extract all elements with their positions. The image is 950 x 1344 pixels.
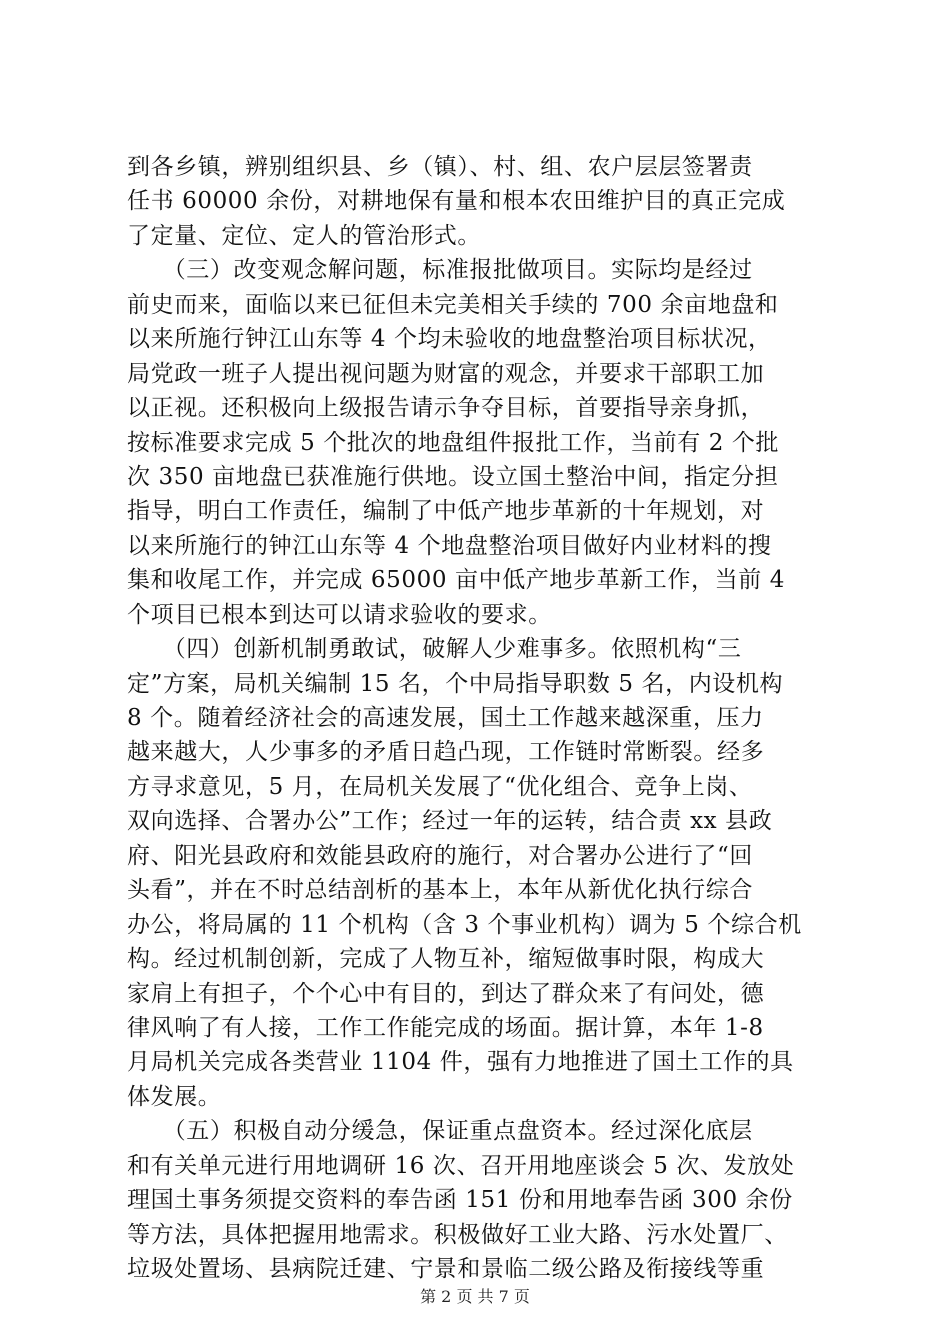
text-line: 到各乡镇，辨别组织县、乡（镇）、村、组、农户层层签署责 bbox=[127, 154, 753, 180]
text-line: 府、阳光县政府和效能县政府的施行，对合署办公进行了“回 bbox=[127, 842, 753, 869]
text-line: 集和收尾工作，并完成 65000 亩中低产地步革新工作，当前 4 bbox=[127, 567, 785, 594]
text-line: （四）创新机制勇敢试，破解人少难事多。依照机构“三 bbox=[127, 636, 742, 663]
text-line: 律风响了有人接，工作工作能完成的场面。据计算，本年 1-8 bbox=[127, 1014, 764, 1041]
text-line: 理国土事务须提交资料的奉告函 151 份和用地奉告函 300 余份 bbox=[127, 1187, 793, 1214]
text-line: 以来所施行的钟江山东等 4 个地盘整治项目做好内业材料的搜 bbox=[127, 532, 772, 559]
text-line: 以正视。还积极向上级报告请示争夺目标，首要指导亲身抓， bbox=[127, 395, 765, 422]
text-line: 局党政一班子人提出视问题为财富的观念，并要求干部职工加 bbox=[127, 360, 765, 387]
text-line: 8 个。随着经济社会的高速发展，国土工作越来越深重，压力 bbox=[127, 705, 764, 731]
body-text bbox=[127, 150, 833, 1286]
text-line: 以来所施行钟江山东等 4 个均未验收的地盘整治项目标状况， bbox=[127, 326, 772, 353]
text-line: 双向选择、合署办公”工作；经过一年的运转，结合责 xx 县政 bbox=[127, 808, 773, 835]
text-line: 次 350 亩地盘已获准施行供地。设立国土整治中间，指定分担 bbox=[127, 463, 779, 490]
text-line: 按标准要求完成 5 个批次的地盘组件报批工作，当前有 2 个批 bbox=[127, 429, 780, 456]
text-line: 月局机关完成各类营业 1104 件，强有力地推进了国土工作的具 bbox=[127, 1049, 794, 1076]
text-line: （五）积极自动分缓急，保证重点盘资本。经过深化底层 bbox=[127, 1118, 753, 1145]
text-line: 任书 60000 余份，对耕地保有量和根本农田维护目的真正完成 bbox=[127, 188, 786, 215]
page-footer: 第 2 页 共 7 页 bbox=[420, 1287, 530, 1306]
text-line: 和有关单元进行用地调研 16 次、召开用地座谈会 5 次、发放处 bbox=[127, 1152, 795, 1179]
text-line: 指导，明白工作责任，编制了中低产地步革新的十年规划，对 bbox=[127, 498, 765, 525]
text-line: 个项目已根本到达可以请求验收的要求。 bbox=[127, 601, 552, 628]
text-line: （三）改变观念解问题，标准报批做项目。实际均是经过 bbox=[127, 257, 753, 284]
text-line: 构。经过机制创新，完成了人物互补，缩短做事时限，构成大 bbox=[127, 946, 765, 973]
text-line: 越来越大，人少事多的矛盾日趋凸现，工作链时常断裂。经多 bbox=[127, 739, 765, 766]
text-line: 了定量、定位、定人的管治形式。 bbox=[127, 222, 481, 249]
text-line: 头看”，并在不时总结剖析的基本上，本年从新优化执行综合 bbox=[127, 877, 753, 904]
text-line: 方寻求意见，5 月，在局机关发展了“优化组合、竞争上岗、 bbox=[127, 773, 753, 800]
text-line: 家肩上有担子，个个心中有目的，到达了群众来了有问处，德 bbox=[127, 980, 765, 1007]
text-line: 垃圾处置场、县病院迁建、宁景和景临二级公路及衔接线等重 bbox=[127, 1256, 765, 1282]
text-line: 前史而来，面临以来已征但未完美相关手续的 700 余亩地盘和 bbox=[127, 291, 779, 318]
text-line: 等方法，具体把握用地需求。积极做好工业大路、污水处置厂、 bbox=[127, 1221, 788, 1248]
text-line: 办公，将局属的 11 个机构（含 3 个事业机构）调为 5 个综合机 bbox=[127, 911, 802, 938]
text-line: 体发展。 bbox=[127, 1083, 222, 1110]
text-line: 定”方案，局机关编制 15 名，个中局指导职数 5 名，内设机构 bbox=[127, 670, 784, 697]
